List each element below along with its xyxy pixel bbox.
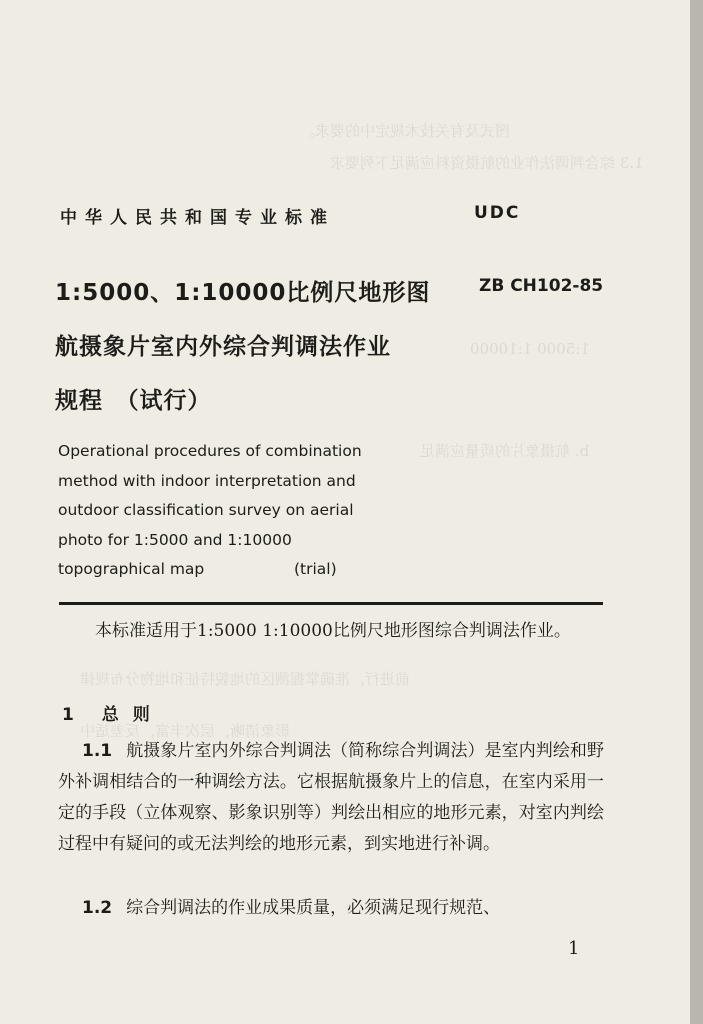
english-title-line: outdoor classification survey on aerial	[58, 501, 354, 520]
trial-tag: (trial)	[294, 560, 337, 579]
standard-header	[60, 203, 600, 228]
chinese-title	[55, 266, 475, 428]
english-title-line: method with indoor interpretation and	[58, 471, 356, 490]
clause-1-2	[58, 893, 604, 924]
english-title-line: photo for 1:5000 and 1:10000	[58, 530, 292, 549]
section-title: 总则	[101, 705, 164, 725]
standard-code: ZB CH102-85	[479, 276, 604, 296]
show-through-text: 图式及有关技术规定中的要求。	[300, 122, 511, 140]
english-title-line: topographical map	[58, 560, 205, 579]
english-title-line: Operational procedures of combination	[58, 442, 362, 460]
english-title-last-line	[58, 555, 418, 585]
title-line: 规程 （试行）	[55, 388, 212, 414]
show-through-text: b. 航摄象片的质量应满足	[420, 442, 590, 460]
clause-number: 1.1	[82, 741, 113, 761]
title-divider	[59, 602, 603, 605]
section-heading	[62, 700, 164, 725]
english-title	[58, 437, 418, 585]
clause-1-1	[58, 736, 604, 860]
show-through-text: 前进行，准确掌握测区的地貌特征和地物分布规律	[80, 670, 411, 688]
section-number: 1	[62, 705, 74, 725]
scope-paragraph: 本标准适用于1:5000 1:10000比例尺地形图综合判调法作业。	[95, 621, 571, 641]
title-line: 航摄象片室内外综合判调法作业	[55, 334, 391, 360]
clause-number: 1.2	[82, 898, 113, 918]
clause-text: 航摄象片室内外综合判调法（简称综合判调法）是室内判绘和野外补调相结合的一种调绘方法。它根据航摄象片上的信息，在室内采用一定的手段（立体观察、影象识别等）判绘出相应的地形元素，对室内判绘过程中有疑问的或无法判绘的地形元素，到实地进行补调。	[58, 741, 604, 854]
show-through-text: 1:5000 1:10000	[470, 340, 590, 358]
show-through-text: 1.3 综合判调法作业的航摄资料应满足下列要求	[330, 154, 644, 172]
standard-name: 中华人民共和国专业标准	[60, 208, 335, 228]
udc-label: UDC	[474, 203, 521, 223]
clause-text: 综合判调法的作业成果质量，必须满足现行规范、	[126, 898, 501, 918]
title-line: 1:5000、1:10000比例尺地形图	[55, 280, 431, 306]
page-number: 1	[568, 938, 580, 959]
page-edge-shadow	[690, 0, 703, 1024]
show-through-text: 影象清晰，层次丰富，反差适中	[80, 722, 291, 740]
